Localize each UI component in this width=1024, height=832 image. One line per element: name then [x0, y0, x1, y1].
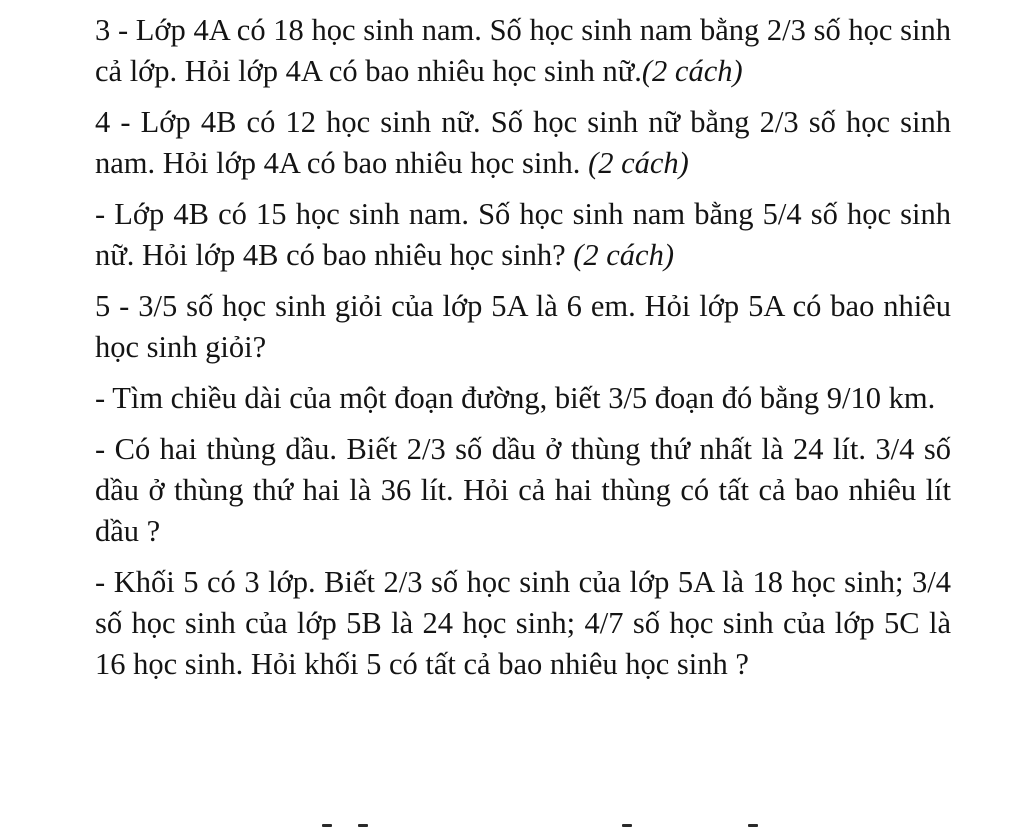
problem-grade-5 — [95, 562, 951, 685]
problem-4b-note: (2 cách) — [573, 238, 674, 272]
problem-oil-barrels — [95, 429, 951, 552]
problem-4b-text: - Lớp 4B có 15 học sinh nam. Số học sinh nam bằng 5/4 số học sinh nữ. Hỏi lớp 4B có bao nhiêu học sinh? — [95, 197, 951, 272]
problem-4-text: 4 - Lớp 4B có 12 học sinh nữ. Số học sinh nữ bằng 2/3 số học sinh nam. Hỏi lớp 4A có bao nhiêu học sinh. — [95, 105, 951, 180]
problem-oil-barrels-text: - Có hai thùng dầu. Biết 2/3 số dầu ở thùng thứ nhất là 24 lít. 3/4 số dầu ở thùng thứ hai là 36 lít. Hỏi cả hai thùng có tất cả bao nhiêu lít dầu ? — [95, 432, 951, 548]
document-page — [95, 10, 951, 695]
cut-off-diacritic — [322, 824, 332, 827]
problem-road-length — [95, 378, 951, 419]
problem-4-note: (2 cách) — [588, 146, 689, 180]
cut-off-diacritic — [748, 824, 758, 827]
problem-4b — [95, 194, 951, 276]
problem-3-text: 3 - Lớp 4A có 18 học sinh nam. Số học sinh nam bằng 2/3 số học sinh cả lớp. Hỏi lớp 4A có bao nhiêu học sinh nữ. — [95, 13, 951, 88]
cut-off-diacritic — [358, 824, 368, 827]
problem-3 — [95, 10, 951, 92]
problem-5 — [95, 286, 951, 368]
cut-off-diacritic — [622, 824, 632, 827]
cut-off-next-line — [300, 824, 800, 832]
problem-grade-5-text: - Khối 5 có 3 lớp. Biết 2/3 số học sinh của lớp 5A là 18 học sinh; 3/4 số học sinh của lớp 5B là 24 học sinh; 4/7 số học sinh của lớp 5C là 16 học sinh. Hỏi khối 5 có tất cả bao nhiêu học sinh ? — [95, 565, 951, 681]
problem-5-text: 5 - 3/5 số học sinh giỏi của lớp 5A là 6 em. Hỏi lớp 5A có bao nhiêu học sinh giỏi? — [95, 289, 951, 364]
problem-road-length-text: - Tìm chiều dài của một đoạn đường, biết 3/5 đoạn đó bằng 9/10 km. — [95, 381, 936, 415]
problem-3-note: (2 cách) — [641, 54, 743, 88]
problem-4 — [95, 102, 951, 184]
